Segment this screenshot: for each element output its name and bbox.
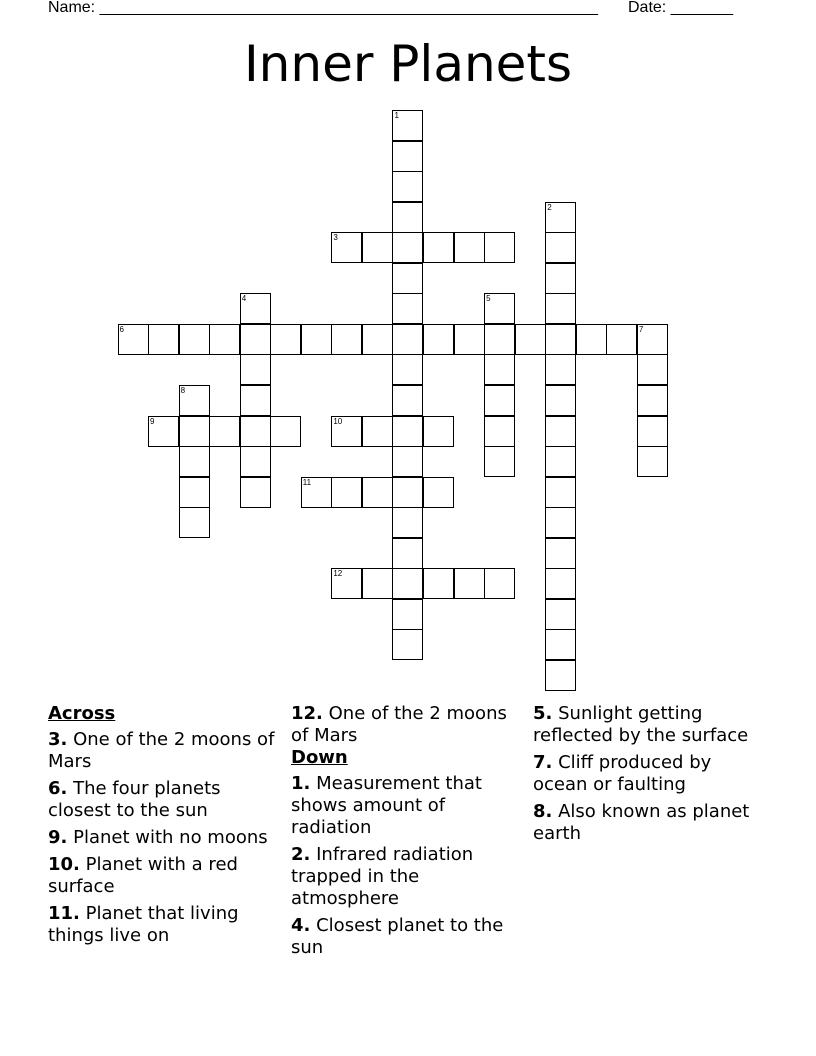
grid-cell[interactable] (423, 477, 454, 508)
grid-cell[interactable] (331, 568, 362, 599)
grid-cell[interactable] (362, 477, 393, 508)
grid-cell[interactable] (362, 232, 393, 263)
grid-cell[interactable] (392, 141, 423, 172)
clue-across-9 (48, 827, 278, 849)
grid-cell[interactable] (484, 446, 515, 477)
grid-cell[interactable] (545, 416, 576, 447)
grid-cell[interactable] (423, 324, 454, 355)
clue-number: 10. (48, 854, 80, 875)
grid-cell[interactable] (240, 416, 271, 447)
grid-cell[interactable] (331, 477, 362, 508)
cell-number: 1 (394, 111, 399, 120)
clue-across-12 (291, 703, 521, 747)
grid-cell[interactable] (515, 324, 546, 355)
grid-cell[interactable] (392, 324, 423, 355)
grid-cell[interactable] (545, 385, 576, 416)
clue-number: 12. (291, 703, 323, 724)
grid-cell[interactable] (270, 324, 301, 355)
cell-number: 6 (119, 324, 124, 334)
clue-across-6 (48, 778, 278, 822)
grid-cell[interactable] (270, 416, 301, 447)
clue-text: Closest planet to the sun (291, 915, 504, 958)
clue-text: Planet with a red surface (48, 854, 238, 897)
clue-text: Cliff produced by ocean or faulting (533, 752, 712, 795)
grid-cell[interactable] (576, 324, 607, 355)
grid-cell[interactable] (392, 263, 423, 294)
grid-cell[interactable] (637, 354, 668, 385)
clue-text: Measurement that shows amount of radiation (291, 773, 482, 838)
grid-cell[interactable] (392, 354, 423, 385)
grid-cell[interactable] (392, 385, 423, 416)
grid-cell[interactable] (545, 477, 576, 508)
grid-cell[interactable] (392, 293, 423, 324)
grid-cell[interactable] (179, 477, 210, 508)
grid-cell[interactable] (179, 385, 210, 416)
clue-number: 8. (533, 801, 553, 822)
clue-down-2 (291, 844, 521, 910)
grid-cell[interactable] (392, 416, 423, 447)
cell-number: 4 (241, 294, 247, 304)
date-field-line: Date: _______ (628, 0, 733, 16)
grid-cell[interactable] (423, 568, 454, 599)
grid-cell[interactable] (392, 202, 423, 233)
grid-cell[interactable] (484, 354, 515, 385)
clue-text: One of the 2 moons of Mars (291, 703, 507, 746)
clue-text: Planet with no moons (73, 827, 268, 848)
grid-cell[interactable] (545, 202, 576, 233)
grid-cell[interactable] (637, 416, 668, 447)
clue-column-3 (533, 703, 763, 850)
grid-cell[interactable] (423, 232, 454, 263)
cell-number: 8 (180, 385, 186, 395)
clue-text: The four planets closest to the sun (48, 778, 221, 821)
cell-number: 12 (333, 569, 343, 579)
clue-number: 4. (291, 915, 311, 936)
grid-cell[interactable] (423, 416, 454, 447)
grid-cell[interactable] (209, 416, 240, 447)
grid-cell[interactable] (392, 507, 423, 538)
grid-cell[interactable] (392, 538, 423, 569)
grid-cell[interactable] (209, 324, 240, 355)
clue-number: 7. (533, 752, 553, 773)
clue-number: 11. (48, 903, 80, 924)
grid-cell[interactable] (392, 629, 423, 660)
grid-cell[interactable] (545, 538, 576, 569)
grid-cell[interactable] (392, 232, 423, 263)
grid-cell[interactable] (240, 477, 271, 508)
cell-number: 5 (486, 294, 491, 304)
grid-cell[interactable] (179, 416, 210, 447)
grid-cell[interactable] (545, 232, 576, 263)
grid-cell[interactable] (484, 324, 515, 355)
grid-cell[interactable] (118, 324, 149, 355)
grid-cell[interactable] (392, 110, 423, 141)
grid-cell[interactable] (240, 293, 271, 324)
cell-number: 3 (333, 233, 338, 243)
clue-across-11 (48, 903, 278, 947)
grid-cell[interactable] (454, 568, 485, 599)
across-heading: Across (48, 703, 116, 724)
clue-across-3 (48, 729, 278, 773)
grid-cell[interactable] (545, 263, 576, 294)
cell-number: 7 (638, 324, 644, 334)
grid-cell[interactable] (637, 446, 668, 477)
grid-cell[interactable] (179, 446, 210, 477)
clue-text: One of the 2 moons of Mars (48, 729, 275, 772)
grid-cell[interactable] (454, 324, 485, 355)
grid-cell[interactable] (545, 293, 576, 324)
grid-cell[interactable] (301, 477, 332, 508)
grid-cell[interactable] (301, 324, 332, 355)
grid-cell[interactable] (392, 477, 423, 508)
grid-cell[interactable] (362, 568, 393, 599)
down-heading: Down (291, 747, 348, 768)
clue-down-4 (291, 915, 521, 959)
clue-down-8 (533, 801, 763, 845)
puzzle-title: Inner Planets (243, 35, 573, 93)
grid-cell[interactable] (545, 446, 576, 477)
clue-down-5 (533, 703, 763, 747)
grid-cell[interactable] (148, 416, 179, 447)
grid-cell[interactable] (392, 599, 423, 630)
grid-cell[interactable] (362, 416, 393, 447)
grid-cell[interactable] (392, 171, 423, 202)
grid-cell[interactable] (240, 446, 271, 477)
grid-cell[interactable] (240, 385, 271, 416)
clue-text: Planet that living things live on (48, 903, 239, 946)
cell-number: 10 (333, 416, 343, 426)
grid-cell[interactable] (545, 660, 576, 691)
clue-number: 1. (291, 773, 311, 794)
grid-cell[interactable] (606, 324, 637, 355)
grid-cell[interactable] (148, 324, 179, 355)
clue-down-1 (291, 773, 521, 839)
grid-cell[interactable] (637, 385, 668, 416)
grid-cell[interactable] (331, 416, 362, 447)
grid-cell[interactable] (545, 507, 576, 538)
cell-number: 11 (302, 477, 312, 487)
grid-cell[interactable] (240, 354, 271, 385)
clue-down-7 (533, 752, 763, 796)
grid-cell[interactable] (179, 324, 210, 355)
grid-cell[interactable] (545, 354, 576, 385)
grid-cell[interactable] (484, 568, 515, 599)
grid-cell[interactable] (331, 324, 362, 355)
grid-cell[interactable] (545, 599, 576, 630)
grid-cell[interactable] (484, 293, 515, 324)
clue-across-10 (48, 854, 278, 898)
clue-number: 6. (48, 778, 68, 799)
clue-column-1 (48, 703, 278, 952)
grid-cell[interactable] (179, 507, 210, 538)
grid-cell[interactable] (454, 232, 485, 263)
clue-text: Sunlight getting reflected by the surface (533, 703, 749, 746)
cell-number: 9 (150, 416, 155, 426)
grid-cell[interactable] (240, 324, 271, 355)
grid-cell[interactable] (484, 385, 515, 416)
grid-cell[interactable] (484, 416, 515, 447)
grid-cell[interactable] (331, 232, 362, 263)
grid-cell[interactable] (637, 324, 668, 355)
grid-cell[interactable] (545, 568, 576, 599)
grid-cell[interactable] (545, 629, 576, 660)
clue-number: 2. (291, 844, 311, 865)
clue-number: 9. (48, 827, 68, 848)
name-field-line: Name: ________________________________________________________ (48, 0, 598, 16)
clue-number: 3. (48, 729, 68, 750)
clue-column-2 (291, 703, 521, 964)
clue-text: Also known as planet earth (533, 801, 750, 844)
grid-cell[interactable] (392, 446, 423, 477)
clue-number: 5. (533, 703, 553, 724)
grid-cell[interactable] (362, 324, 393, 355)
clue-text: Infrared radiation trapped in the atmosphere (291, 844, 474, 909)
grid-cell[interactable] (545, 324, 576, 355)
grid-cell[interactable] (484, 232, 515, 263)
cell-number: 2 (547, 202, 552, 212)
grid-cell[interactable] (392, 568, 423, 599)
